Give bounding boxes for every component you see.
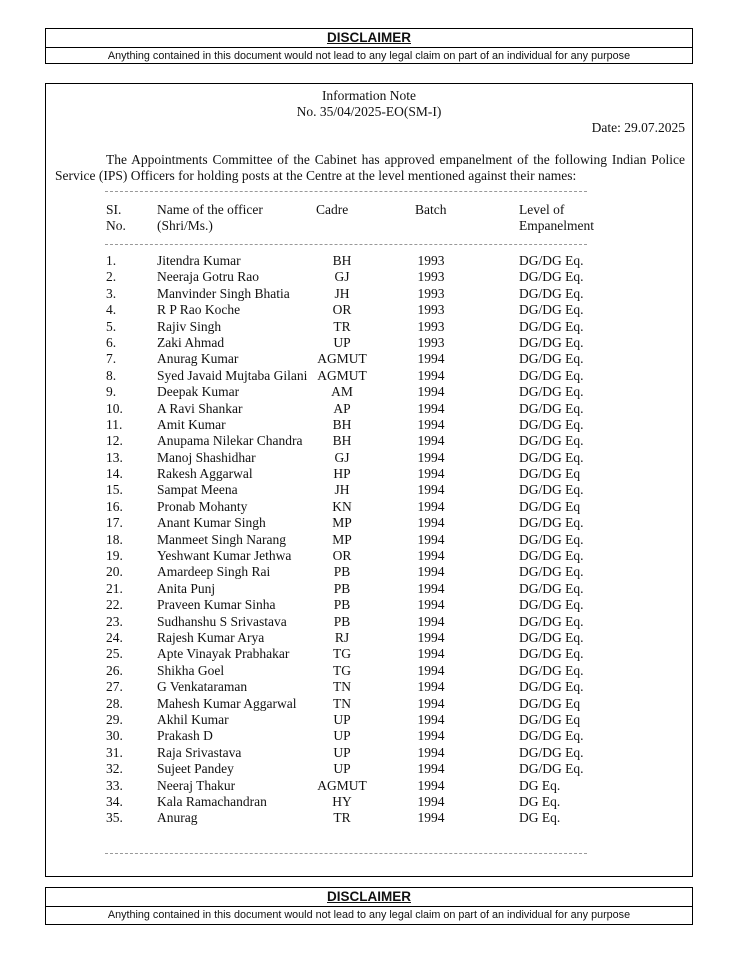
cadre-cell: TN — [333, 679, 351, 695]
cadre-cell: AGMUT — [317, 777, 367, 793]
cadre-cell: TG — [333, 646, 351, 662]
sl-cell: 1. — [106, 253, 117, 268]
level-cell: DG/DG Eq. — [519, 285, 584, 301]
batch-cell: 1994 — [417, 662, 445, 678]
table-row — [46, 728, 692, 744]
officer-name: R P Rao Koche — [157, 302, 241, 318]
table-row — [46, 581, 692, 597]
officer-name: Anant Kumar Singh — [157, 515, 266, 531]
level-cell: DG/DG Eq. — [519, 597, 584, 613]
sl-cell: 20. — [106, 564, 123, 580]
intro-paragraph: The Appointments Committee of the Cabinet has approved empanelment of the following Indian Police Service (IPS) Officers for holding posts at the Centre at the level mentioned against their names: — [55, 152, 685, 183]
table-row — [46, 663, 692, 679]
sl-cell: 34. — [106, 793, 123, 809]
batch-cell: 1994 — [417, 400, 445, 416]
table-row — [46, 384, 692, 400]
cadre-cell: OR — [332, 302, 352, 318]
cadre-cell: RJ — [334, 629, 350, 645]
table-row — [46, 810, 692, 826]
sl-cell: 6. — [106, 334, 117, 350]
disclaimer-title: DISCLAIMER — [46, 29, 692, 48]
sl-cell: 5. — [106, 318, 117, 334]
table-row — [46, 286, 692, 302]
level-cell: DG/DG Eq. — [519, 449, 584, 465]
table-row — [46, 532, 692, 548]
sl-cell: 35. — [106, 810, 123, 826]
header-level — [519, 202, 594, 234]
note-date: Date: 29.07.2025 — [591, 120, 685, 135]
level-cell: DG/DG Eq. — [519, 580, 584, 596]
batch-cell: 1994 — [417, 695, 445, 711]
officer-name: A Ravi Shankar — [157, 400, 243, 416]
officer-name: Yeshwant Kumar Jethwa — [157, 548, 292, 564]
cadre-cell: BH — [332, 253, 352, 268]
sl-cell: 2. — [106, 269, 117, 285]
batch-cell: 1994 — [417, 580, 445, 596]
officer-name: Mahesh Kumar Aggarwal — [157, 695, 297, 711]
officer-name: Syed Javaid Mujtaba Gilani — [157, 367, 308, 383]
table-row — [46, 597, 692, 613]
officer-name: Rajesh Kumar Arya — [157, 629, 265, 645]
level-cell: DG/DG Eq. — [519, 662, 584, 678]
officer-table — [46, 253, 692, 827]
cadre-cell: BH — [332, 416, 352, 432]
sl-cell: 15. — [106, 482, 123, 498]
officer-name: Manmeet Singh Narang — [157, 531, 286, 547]
cadre-cell: AGMUT — [317, 367, 367, 383]
officer-name: Raja Srivastava — [157, 744, 242, 760]
cadre-cell: TR — [333, 810, 351, 826]
level-cell: DG/DG Eq. — [519, 351, 584, 367]
header-cadre: Cadre — [316, 202, 349, 217]
table-row — [46, 761, 692, 777]
batch-cell: 1994 — [417, 761, 445, 777]
cadre-cell: TR — [333, 318, 351, 334]
level-cell: DG/DG Eq — [519, 711, 581, 727]
table-row — [46, 368, 692, 384]
batch-cell: 1994 — [417, 629, 445, 645]
table-row — [46, 269, 692, 285]
information-note — [45, 83, 693, 877]
table-row — [46, 466, 692, 482]
batch-cell: 1994 — [417, 498, 445, 514]
table-row — [46, 433, 692, 449]
batch-cell: 1994 — [417, 466, 445, 482]
officer-name: Manvinder Singh Bhatia — [157, 285, 290, 301]
table-row — [46, 778, 692, 794]
officer-name: Anurag — [157, 810, 198, 826]
sl-cell: 12. — [106, 433, 123, 449]
disclaimer-title: DISCLAIMER — [46, 888, 692, 907]
disclaimer-text: Anything contained in this document would not lead to any legal claim on part of an individual for any purpose — [107, 909, 631, 921]
sl-cell: 18. — [106, 531, 123, 547]
cadre-cell: UP — [333, 334, 351, 350]
batch-cell: 1994 — [417, 646, 445, 662]
sl-cell: 22. — [106, 597, 123, 613]
level-cell: DG/DG Eq. — [519, 629, 584, 645]
sl-cell: 27. — [106, 679, 123, 695]
level-cell: DG/DG Eq. — [519, 761, 584, 777]
table-row — [46, 351, 692, 367]
officer-name: Jitendra Kumar — [157, 253, 241, 268]
officer-name: Akhil Kumar — [157, 711, 229, 727]
cadre-cell: KN — [332, 498, 352, 514]
sl-cell: 25. — [106, 646, 123, 662]
table-row — [46, 696, 692, 712]
batch-cell: 1994 — [417, 744, 445, 760]
table-row — [46, 630, 692, 646]
cadre-cell: PB — [333, 597, 351, 613]
batch-cell: 1994 — [417, 597, 445, 613]
level-cell: DG/DG Eq. — [519, 416, 584, 432]
cadre-cell: AM — [331, 384, 353, 400]
table-row — [46, 679, 692, 695]
batch-cell: 1993 — [417, 269, 445, 285]
batch-cell: 1994 — [417, 433, 445, 449]
officer-name: Deepak Kumar — [157, 384, 240, 400]
table-row — [46, 515, 692, 531]
batch-cell: 1994 — [417, 416, 445, 432]
sl-cell: 29. — [106, 711, 123, 727]
batch-cell: 1994 — [417, 482, 445, 498]
cadre-cell: MP — [332, 531, 352, 547]
level-cell: DG/DG Eq. — [519, 744, 584, 760]
officer-name: Rakesh Aggarwal — [157, 466, 253, 482]
batch-cell: 1994 — [417, 367, 445, 383]
batch-cell: 1994 — [417, 711, 445, 727]
officer-name: Amit Kumar — [157, 416, 226, 432]
officer-name: Sampat Meena — [157, 482, 238, 498]
cadre-cell: HP — [333, 466, 351, 482]
level-cell: DG/DG Eq. — [519, 384, 584, 400]
sl-cell: 30. — [106, 728, 123, 744]
level-cell: DG/DG Eq. — [519, 334, 584, 350]
sl-cell: 10. — [106, 400, 123, 416]
level-cell: DG/DG Eq — [519, 498, 581, 514]
officer-name: Praveen Kumar Sinha — [157, 597, 276, 613]
cadre-cell: GJ — [334, 449, 350, 465]
batch-cell: 1994 — [417, 728, 445, 744]
sl-cell: 14. — [106, 466, 123, 482]
sl-cell: 4. — [106, 302, 117, 318]
cadre-cell: PB — [333, 564, 351, 580]
officer-name: Shikha Goel — [157, 662, 225, 678]
officer-name: Sudhanshu S Srivastava — [157, 613, 287, 629]
level-cell: DG/DG Eq. — [519, 433, 584, 449]
cadre-cell: TN — [333, 695, 351, 711]
sl-cell: 24. — [106, 629, 123, 645]
header-bottom-rule — [105, 244, 587, 245]
table-row — [46, 482, 692, 498]
cadre-cell: TG — [333, 662, 351, 678]
level-cell: DG/DG Eq. — [519, 253, 584, 268]
table-row — [46, 335, 692, 351]
level-cell: DG/DG Eq. — [519, 728, 584, 744]
officer-name: Neeraja Gotru Rao — [157, 269, 259, 285]
table-row — [46, 614, 692, 630]
table-row — [46, 302, 692, 318]
sl-cell: 9. — [106, 384, 117, 400]
officer-name: Zaki Ahmad — [157, 334, 225, 350]
batch-cell: 1994 — [417, 449, 445, 465]
header-name-line2: (Shri/Ms.) — [157, 218, 213, 233]
batch-cell: 1994 — [417, 531, 445, 547]
table-row — [46, 712, 692, 728]
batch-cell: 1994 — [417, 351, 445, 367]
header-batch: Batch — [415, 202, 447, 217]
header-sl-line1: SI. — [106, 202, 122, 217]
officer-name: Rajiv Singh — [157, 318, 222, 334]
header-sl — [106, 202, 126, 234]
cadre-cell: PB — [333, 580, 351, 596]
level-cell: DG/DG Eq. — [519, 482, 584, 498]
table-row — [46, 401, 692, 417]
cadre-cell: UP — [333, 728, 351, 744]
cadre-cell: UP — [333, 761, 351, 777]
cadre-cell: AGMUT — [317, 351, 367, 367]
table-row — [46, 745, 692, 761]
level-cell: DG/DG Eq. — [519, 531, 584, 547]
officer-name: Neeraj Thakur — [157, 777, 236, 793]
sl-cell: 26. — [106, 662, 123, 678]
sl-cell: 3. — [106, 285, 117, 301]
table-row — [46, 564, 692, 580]
officer-name: Apte Vinayak Prabhakar — [157, 646, 290, 662]
cadre-cell: UP — [333, 744, 351, 760]
cadre-cell: JH — [334, 482, 350, 498]
sl-cell: 19. — [106, 548, 123, 564]
header-name-line1: Name of the officer — [157, 202, 263, 217]
level-cell: DG/DG Eq. — [519, 646, 584, 662]
sl-cell: 16. — [106, 498, 123, 514]
sl-cell: 21. — [106, 580, 123, 596]
officer-name: Kala Ramachandran — [157, 793, 267, 809]
batch-cell: 1993 — [417, 334, 445, 350]
cadre-cell: UP — [333, 711, 351, 727]
level-cell: DG/DG Eq. — [519, 302, 584, 318]
batch-cell: 1993 — [417, 285, 445, 301]
cadre-cell: MP — [332, 515, 352, 531]
header-level-line1: Level of — [519, 202, 565, 217]
batch-cell: 1993 — [417, 318, 445, 334]
table-row — [46, 319, 692, 335]
table-row — [46, 417, 692, 433]
note-title: Information Note — [321, 88, 417, 103]
cadre-cell: GJ — [334, 269, 350, 285]
batch-cell: 1994 — [417, 515, 445, 531]
batch-cell: 1994 — [417, 613, 445, 629]
level-cell: DG/DG Eq. — [519, 269, 584, 285]
officer-name: Anurag Kumar — [157, 351, 239, 367]
level-cell: DG/DG Eq — [519, 466, 581, 482]
batch-cell: 1994 — [417, 564, 445, 580]
officer-name: Sujeet Pandey — [157, 761, 234, 777]
level-cell: DG/DG Eq. — [519, 613, 584, 629]
sl-cell: 8. — [106, 367, 117, 383]
sl-cell: 7. — [106, 351, 117, 367]
batch-cell: 1994 — [417, 548, 445, 564]
officer-name: Prakash D — [157, 728, 213, 744]
sl-cell: 11. — [106, 416, 123, 432]
level-cell: DG Eq. — [519, 810, 561, 826]
table-row — [46, 646, 692, 662]
batch-cell: 1994 — [417, 793, 445, 809]
cadre-cell: OR — [332, 548, 352, 564]
level-cell: DG Eq. — [519, 777, 561, 793]
officer-name: Anupama Nilekar Chandra — [157, 433, 303, 449]
cadre-cell: JH — [334, 285, 350, 301]
note-number: No. 35/04/2025-EO(SM-I) — [296, 104, 442, 119]
officer-name: G Venkataraman — [157, 679, 248, 695]
level-cell: DG/DG Eq — [519, 695, 581, 711]
table-bottom-rule — [105, 853, 587, 854]
level-cell: DG/DG Eq. — [519, 400, 584, 416]
table-row — [46, 794, 692, 810]
sl-cell: 23. — [106, 613, 123, 629]
disclaimer-bottom — [45, 887, 693, 925]
batch-cell: 1994 — [417, 810, 445, 826]
header-top-rule — [105, 191, 587, 192]
level-cell: DG/DG Eq. — [519, 367, 584, 383]
sl-cell: 28. — [106, 695, 123, 711]
sl-cell: 32. — [106, 761, 123, 777]
sl-cell: 13. — [106, 449, 123, 465]
table-row — [46, 253, 692, 269]
table-row — [46, 450, 692, 466]
sl-cell: 17. — [106, 515, 123, 531]
sl-cell: 33. — [106, 777, 123, 793]
header-name — [157, 202, 263, 234]
table-row — [46, 548, 692, 564]
cadre-cell: PB — [333, 613, 351, 629]
header-sl-line2: No. — [106, 218, 126, 233]
disclaimer-text: Anything contained in this document would not lead to any legal claim on part of an individual for any purpose — [107, 50, 631, 62]
officer-name: Amardeep Singh Rai — [157, 564, 271, 580]
batch-cell: 1993 — [417, 253, 445, 268]
sl-cell: 31. — [106, 744, 123, 760]
officer-name: Manoj Shashidhar — [157, 449, 256, 465]
table-row — [46, 499, 692, 515]
batch-cell: 1994 — [417, 777, 445, 793]
level-cell: DG/DG Eq. — [519, 318, 584, 334]
level-cell: DG/DG Eq. — [519, 679, 584, 695]
officer-name: Anita Punj — [157, 580, 216, 596]
officer-name: Pronab Mohanty — [157, 498, 248, 514]
batch-cell: 1994 — [417, 384, 445, 400]
cadre-cell: BH — [332, 433, 352, 449]
level-cell: DG/DG Eq. — [519, 564, 584, 580]
header-level-line2: Empanelment — [519, 218, 594, 233]
disclaimer-top — [45, 28, 693, 64]
level-cell: DG/DG Eq. — [519, 548, 584, 564]
batch-cell: 1994 — [417, 679, 445, 695]
cadre-cell: HY — [332, 793, 352, 809]
level-cell: DG Eq. — [519, 793, 561, 809]
level-cell: DG/DG Eq. — [519, 515, 584, 531]
cadre-cell: AP — [333, 400, 351, 416]
batch-cell: 1993 — [417, 302, 445, 318]
